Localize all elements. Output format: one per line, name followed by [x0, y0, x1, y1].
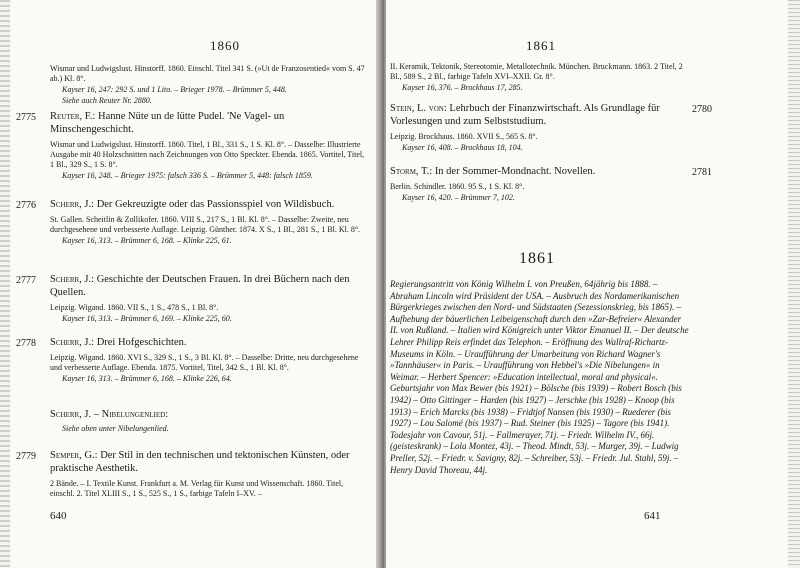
entry-author: Storm, T.:: [390, 166, 433, 177]
entry-author: Stein, L. von:: [390, 103, 447, 114]
entry-title: Nibelungenlied:: [101, 409, 169, 420]
entry-2779: [50, 449, 366, 499]
chronicle-deaths: Todesjahr von Cavour, 51j. – Fallmerayer, 71j. – Friedr. Wilhelm IV., 66j. (geisteskrank) – Lola Montez, 43j. – Theod. Mindt, 53j. – Murger, 39j. – Ludwig Preller, 52j. – Friedr. v. Savigny, 82j. – Schreiber, 53j. – Friedr. Jul. Stahl, 59j. – Henry David Thoreau, 44j.: [390, 429, 679, 475]
entry-refs: Kayser 16, 408. – Brockhaus 18, 104.: [402, 143, 523, 152]
entry-refs: Kayser 16, 248. – Brieger 1975: falsch 336 S. – Brümmer 5, 448: falsch 1859.: [62, 171, 313, 180]
entry-imprint: Wismar und Ludwigslust. Hinstorff. 1860. Einschl. Titel 341 S. (»Ut de Franzosentied« vom S. 47 ab.) Kl. 8°.: [50, 64, 365, 83]
entry-refs: Kayser 16, 313. – Brümmer 6, 168. – Klinke 226, 64.: [62, 374, 232, 383]
entry-author: Reuter, F.:: [50, 111, 96, 122]
entry-author: Semper, G.:: [50, 450, 98, 461]
running-head-right: 1861: [526, 38, 556, 53]
entry-2777: [50, 273, 366, 324]
entry-continuation: [390, 62, 690, 93]
page-number-left: 640: [50, 510, 67, 522]
entry-number: 2780: [692, 104, 712, 115]
entry-cross-reference: [50, 408, 366, 434]
entry-2778: [50, 336, 366, 384]
year-chronicle: [390, 279, 690, 476]
entry-2780: [390, 102, 690, 153]
entry-number: 2779: [16, 451, 36, 462]
entry-title: Hanne Nüte un de lütte Pudel. 'Ne Vagel- un Minschengeschicht.: [50, 111, 285, 135]
entry-imprint: Berlin. Schindler. 1860. 95 S., 1 S. Kl. 8°.: [390, 182, 525, 191]
entry-imprint: II. Keramik, Tektonik, Stereotomie, Metallotechnik. München. Bruckmann. 1863. 2 Titel, 2 Bl., 589 S., 2 Bl., farbige Tafeln XVI–XXII. Gr. 8°.: [390, 62, 683, 81]
entry-2781: [390, 165, 690, 203]
entry-refs: Kayser 16, 376. – Brockhaus 17, 285.: [402, 83, 523, 92]
entry-2775: [50, 110, 366, 181]
entry-title: In der Sommer-Mondnacht. Novellen.: [434, 166, 596, 177]
entry-imprint: 2 Bände. – I. Textile Kunst. Frankfurt a. M. Verlag für Kunst und Wissenschaft. 1860. Titel, einschl. 2. Titel XLIII S., 1 S., 525 S., 1 S., farbige Tafeln I–XV. –: [50, 479, 344, 498]
entry-refs: Kayser 16, 420. – Brümmer 7, 102.: [402, 193, 515, 202]
page-edge-right: [788, 0, 800, 568]
entry-author: Scherr, J.:: [50, 337, 95, 348]
year-heading: 1861: [519, 250, 555, 267]
entry-imprint: Leipzig. Wigand. 1860. VII S., 1 S., 478 S., 1 Bl. 8°.: [50, 303, 219, 312]
entry-title: Der Stil in den technischen und tektonischen Künsten, oder praktische Aesthetik.: [50, 450, 350, 474]
entry-2776: [50, 198, 366, 246]
entry-title: Drei Hofgeschichten.: [96, 337, 187, 348]
right-page: [386, 0, 790, 568]
entry-author: Scherr, J.:: [50, 274, 95, 285]
entry-imprint: St. Gallen. Scheitlin & Zollikofer. 1860. VIII S., 217 S., 1 Bl. Kl. 8°. – Dasselbe: Zweite, neu durchgesehene und verbesserte Auflage. Leipzig. Günther. 1874. X S., 1 Bl., 281 S., 1 Bl. Kl. 8°.: [50, 215, 361, 234]
entry-refs: Kayser 16, 313. – Brümmer 6, 168. – Klinke 225, 61.: [62, 236, 232, 245]
entry-number: 2781: [692, 167, 712, 178]
left-page: [10, 0, 380, 568]
running-head-left: 1860: [210, 38, 240, 53]
entry-number: 2776: [16, 200, 36, 211]
entry-number: 2775: [16, 112, 36, 123]
entry-imprint: Leipzig. Brockhaus. 1860. XVII S., 565 S. 8°.: [390, 132, 538, 141]
entry-number: 2778: [16, 338, 36, 349]
page-edge-left: [0, 0, 10, 568]
entry-number: 2777: [16, 275, 36, 286]
page-number-right: 641: [644, 510, 661, 522]
entry-author: Scherr, J. –: [50, 409, 100, 420]
entry-imprint: Leipzig. Wigand. 1860. XVI S., 329 S., 1 S., 3 Bl. Kl. 8°. – Dasselbe: Dritte, neu durchgesehene und verbesserte Auflage. Ebenda. 1875. Vortitel, Titel, 342 S., 1 Bl. Kl. 8°.: [50, 353, 359, 372]
entry-refs: Siehe oben unter Nibelungenlied.: [62, 424, 169, 433]
entry-refs: Kayser 16, 247: 292 S. und 1 Litο. – Brieger 1978. – Brümmer 5, 448.: [62, 85, 287, 94]
entry-imprint: Wismar und Ludwigslust. Hinstorff. 1860. Titel, 1 Bl., 331 S., 1 S. Kl. 8°. – Dasselbe: Illustrierte Ausgabe mit 40 Holzschnitten nach Zeichnungen von Otto Speckter. Ebenda. 1865. Vortitel, Titel, 1 Bl., 329 S., 1 S. 8°.: [50, 140, 365, 169]
entry-refs: Siehe auch Reuter Nr. 2880.: [62, 96, 152, 105]
chronicle-births: Geburtsjahr von Max Bewer (bis 1921) – Bölsche (bis 1939) – Robert Bosch (bis 1942) – Otto Gittinger – Harden (bis 1927) – Jerschke (bis 1928) – Knoop (bis 1913) – Erich Marcks (bis 1938) – Fridtjof Nansen (bis 1930) – Ruederer (bis 1927) – Lou Salomé (bis 1937) – Rud. Steiner (bis 1925) – Tagore (bis 1941).: [390, 383, 682, 429]
entry-continuation: [50, 64, 366, 106]
entry-title: Geschichte der Deutschen Frauen. In drei Büchern nach den Quellen.: [50, 274, 350, 298]
chronicle-events: Regierungsantritt von König Wilhelm I. von Preußen, 64jährig bis 1888. – Abraham Lincoln wird Präsident der USA. – Ausbruch des Nordamerikanischen Bürgerkrieges zwischen den Nord- und Südstaaten (Sezessionskrieg, bis 1865). – Aufhebung der bäuerlichen Leibeigenschaft durch den »Zar-Befreier« Alexander II. von Rußland. – Italien wird Königreich unter Viktor Emanuel II. – Der deutsche Lehrer Philipp Reis erfindet das Telephon. – Eröffnung des Wallraf-Richartz-Museums in Köln. – Uraufführung der Umarbeitung von Richard Wagner's »Tannhäuser« in Paris. – Uraufführung von Hebbel's »Die Nibelungen« in Weimar. – Herbert Spencer: »Education intellectual, moral and physical«.: [390, 279, 689, 382]
entry-title: Der Gekreuzigte oder das Passionsspiel von Wildisbuch.: [96, 199, 335, 210]
entry-title: Lehrbuch der Finanzwirtschaft. Als Grundlage für Vorlesungen und zum Selbststudium.: [390, 103, 660, 127]
entry-author: Scherr, J.:: [50, 199, 95, 210]
entry-refs: Kayser 16, 313. – Brümmer 6, 169. – Klinke 225, 60.: [62, 314, 232, 323]
